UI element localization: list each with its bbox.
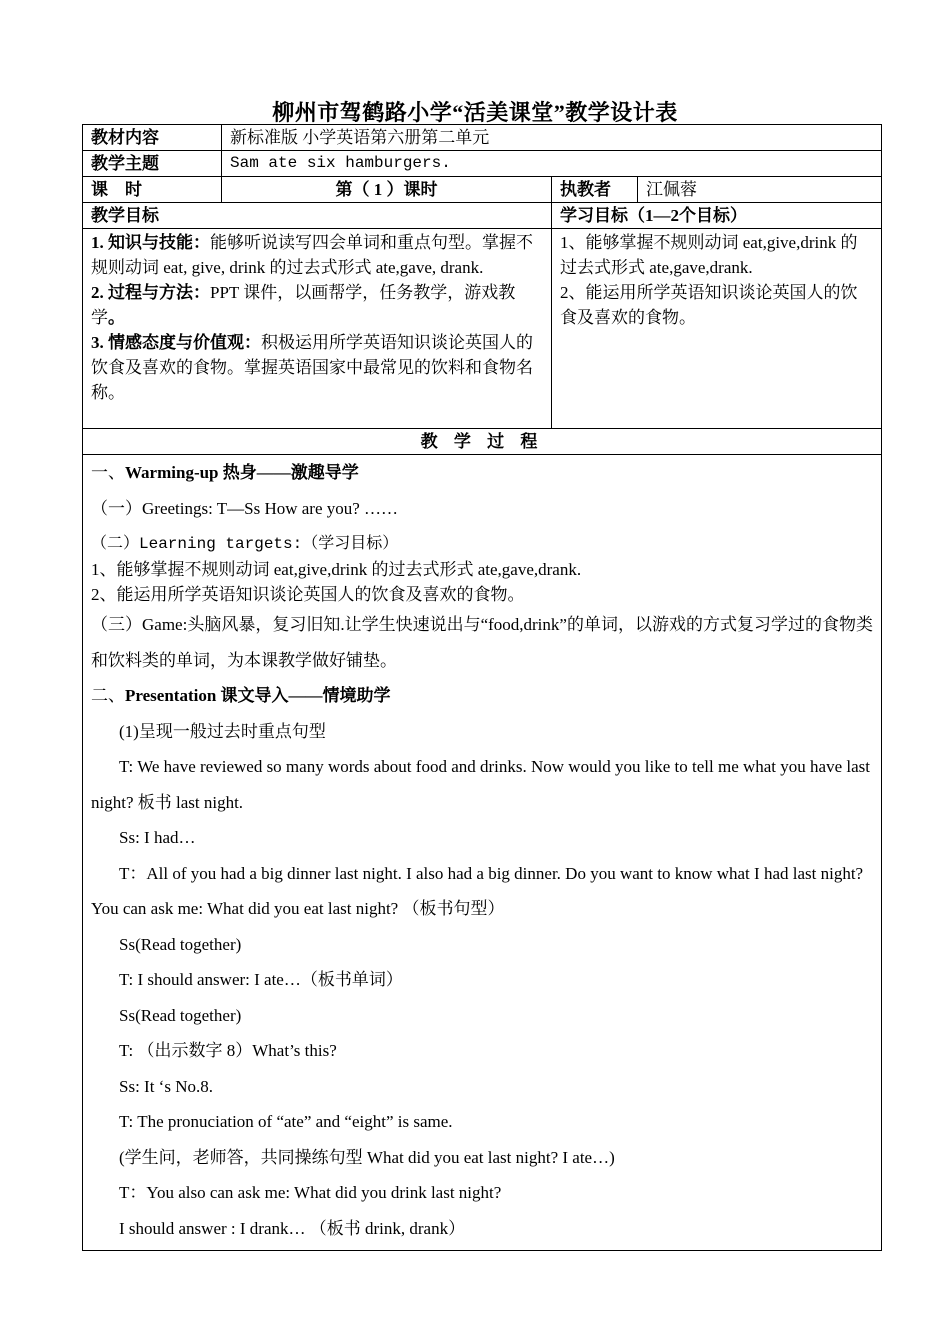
period-label: 课 时 bbox=[83, 177, 222, 203]
dialogue-line: Ss: I had… bbox=[119, 828, 196, 847]
goal-attitude: 3. 情感态度与价值观：积极运用所学英语知识谈论英国人的饮食及喜欢的食物。掌握英语国家中最常见的饮料和食物名称。 bbox=[91, 333, 533, 402]
learning-goals-cell bbox=[552, 229, 882, 429]
theme-value: Sam ate six hamburgers. bbox=[222, 151, 882, 177]
material-label: 教材内容 bbox=[83, 125, 222, 151]
dialogue-line: T: I should answer: I ate…（板书单词） bbox=[119, 970, 403, 989]
period-row bbox=[83, 177, 882, 203]
greetings-line: （一）Greetings: T—Ss How are you? …… bbox=[91, 498, 399, 518]
dialogue-line: T: We have reviewed so many words about food and drinks. Now would you like to tell me what you have last night? 板书 last night. bbox=[91, 757, 870, 812]
dialogue-line: Ss(Read together) bbox=[119, 934, 242, 954]
goals-content-row bbox=[83, 229, 882, 429]
dialogue-line: T：All of you had a big dinner last night. I also had a big dinner. Do you want to know what I had last night? You can ask me: What did you eat last night? （板书句型） bbox=[91, 863, 864, 918]
section-presentation: 二、Presentation 课文导入——情境助学 bbox=[91, 686, 391, 705]
lesson-plan-table bbox=[82, 124, 882, 1251]
period-value: 第（ 1 ）课时 bbox=[222, 177, 552, 203]
theme-label: 教学主题 bbox=[83, 151, 222, 177]
learning-targets-line: （二）Learning targets:（学习目标） bbox=[91, 535, 399, 553]
process-header: 教 学 过 程 bbox=[83, 429, 882, 455]
dialogue-line: T: （出示数字 8）What’s this? bbox=[119, 1041, 337, 1060]
dialogue-line: (学生问，老师答，共同操练句型 What did you eat last night? I ate…) bbox=[119, 1147, 615, 1167]
process-content bbox=[83, 455, 882, 1251]
game-line: （三）Game:头脑风暴，复习旧知.让学生快速说出与“food,drink”的单词，以游戏的方式复习学过的食物类和饮料类的单词，为本课教学做好铺垫。 bbox=[91, 615, 873, 670]
target-2-line: 2、能运用所学英语知识谈论英国人的饮食及喜欢的食物。 bbox=[91, 585, 525, 604]
process-header-row bbox=[83, 429, 882, 455]
material-value: 新标准版 小学英语第六册第二单元 bbox=[222, 125, 882, 151]
material-row bbox=[83, 125, 882, 151]
teacher-value: 江佩蓉 bbox=[638, 177, 882, 203]
learning-goal-1: 1、能够掌握不规则动词 eat,give,drink 的过去式形式 ate,gave,drank. bbox=[560, 233, 858, 277]
goals-header-row bbox=[83, 203, 882, 229]
dialogue-line: T：You also can ask me: What did you drink last night? bbox=[119, 1183, 502, 1202]
presentation-step-1: (1)呈现一般过去时重点句型 bbox=[119, 721, 326, 741]
dialogue-line: Ss(Read together) bbox=[119, 1005, 242, 1025]
learning-goal-2: 2、能运用所学英语知识谈论英国人的饮食及喜欢的食物。 bbox=[560, 283, 858, 327]
dialogue-line: I should answer : I drank… （板书 drink, drank） bbox=[119, 1218, 466, 1238]
dialogue-line: Ss: It ‘s No.8. bbox=[119, 1076, 213, 1096]
section-warming-up: 一、Warming-up 热身——激趣导学 bbox=[91, 463, 359, 482]
document-title: 柳州市驾鹤路小学“活美课堂”教学设计表 bbox=[272, 100, 678, 125]
learning-goals-label: 学习目标（1—2个目标） bbox=[552, 203, 882, 229]
dialogue-line: T: The pronuciation of “ate” and “eight” is same. bbox=[119, 1112, 453, 1131]
teaching-goals-label: 教学目标 bbox=[83, 203, 552, 229]
teacher-label: 执教者 bbox=[552, 177, 638, 203]
process-content-row bbox=[83, 455, 882, 1251]
goal-knowledge: 1. 知识与技能：能够听说读写四会单词和重点句型。掌握不规则动词 eat, give, drink 的过去式形式 ate,gave, drank. bbox=[91, 233, 533, 277]
goal-process: 2. 过程与方法：PPT 课件，以画帮学，任务教学，游戏教学。 bbox=[91, 283, 516, 327]
theme-row bbox=[83, 151, 882, 177]
teaching-goals-cell bbox=[83, 229, 552, 429]
target-1-line: 1、能够掌握不规则动词 eat,give,drink 的过去式形式 ate,gave,drank. bbox=[91, 560, 582, 579]
